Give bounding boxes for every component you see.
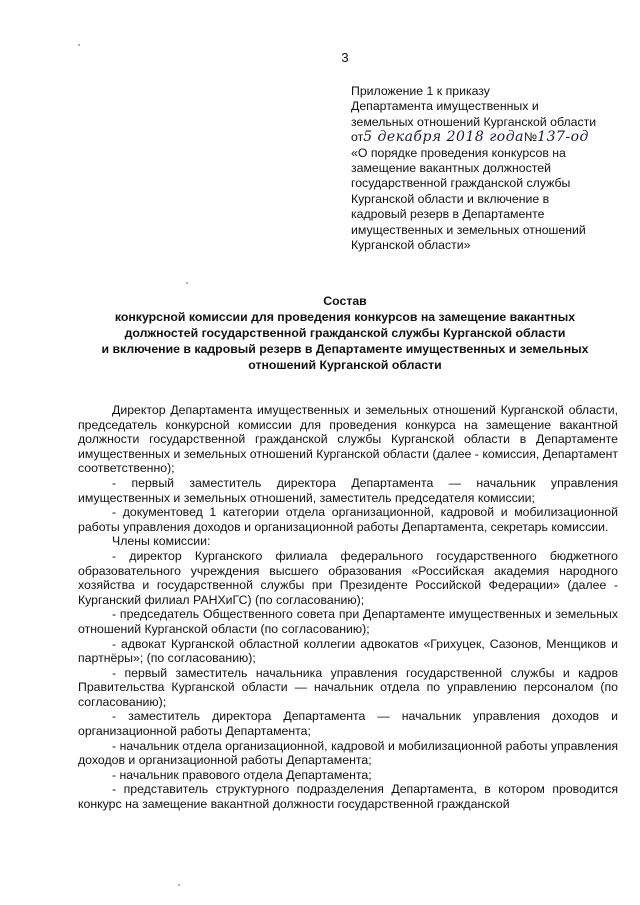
appendix-header [351,84,616,253]
scan-speck [78,44,80,46]
handwritten-date: 5 декабря 2018 года [363,129,524,146]
title-line: отношений Курганской области [248,358,442,372]
appendix-line: Приложение 1 к приказу [351,84,490,98]
appendix-line: земельных отношений Курганской области [351,114,597,129]
body-paragraph: Директор Департамента имущественных и земельных отношений Курганской области, председатель конкурсной комиссии для проведения конкурса на замещение вакантной должности государственной гражданской службы Курганской области в Департаменте имущественных и земельных отношений Курганской области (далее - комиссия, Департамент соответственно); [78,403,618,476]
body-paragraph: - председатель Общественного совета при Департаменте имущественных и земельных отношений Курганской области (по согласованию); [78,607,618,636]
title-line: должностей государственной гражданской службы Курганской области [124,326,566,340]
document-title [78,293,612,373]
appendix-line: имущественных и земельных отношений [351,222,586,237]
title-line: конкурсной комиссии для проведения конкурсов на замещение вакантных [114,310,576,324]
body-paragraph: - представитель структурного подразделения Департамента, в котором проводится конкурс на замещение вакантной должности государственной гражданской [78,782,618,812]
body-paragraph: - первый заместитель директора Департамента — начальник управления имущественных и земельных отношений, заместитель председателя комиссии; [78,475,618,505]
handwritten-number: 137-од [537,129,589,146]
body-paragraph: - документовед 1 категории отдела организационной, кадровой и мобилизационной работы управления доходов и организационной работы Департамента, секретарь комиссии. [78,505,618,534]
appendix-date-line [351,130,616,145]
body-paragraph: - заместитель директора Департамента — начальник управления доходов и организационной работы Департамента; [78,709,618,739]
from-prefix: от [351,130,364,145]
body-paragraph: - первый заместитель начальника управления государственной службы и кадров Правительства Курганской области — начальник отдела по управлению персоналом (по согласованию); [78,665,618,709]
title-line: и включение в кадровый резерв в Департаменте имущественных и земельных [101,342,589,356]
body-paragraph: - адвокат Курганской областной коллегии адвокатов «Грихуцек, Сазонов, Менщиков и партнёры»; (по согласованию); [78,636,618,666]
body-paragraph: Члены комиссии: [112,534,211,549]
scan-speck [178,884,180,886]
title-line: Состав [323,294,367,308]
number-sign: № [523,130,538,145]
body-paragraph: - директор Курганского филиала федерального государственного бюджетного образовательного учреждения высшего образования «Российская академия народного хозяйства и государственной службы при Президенте Российской Федерации» (далее - Курганский филиал РАНХиГС) (по согласованию); [78,548,618,607]
document-body [78,403,618,812]
appendix-line: Департамента имущественных и [351,99,539,114]
page-number: 3 [341,50,349,65]
appendix-line: кадровый резерв в Департаменте [351,207,545,222]
appendix-line: «О порядке проведения конкурсов на [351,145,566,160]
appendix-line: замещение вакантных должностей [351,161,551,176]
appendix-line: Курганской области» [351,238,471,253]
appendix-line: государственной гражданской службы [351,176,571,191]
body-paragraph: - начальник правового отдела Департамента; [112,767,372,782]
appendix-line: Курганской области и включение в [351,191,550,206]
body-paragraph: - начальник отдела организационной, кадровой и мобилизационной работы управления доходов и организационной работы Департамента; [78,738,618,768]
scan-speck [186,282,188,284]
